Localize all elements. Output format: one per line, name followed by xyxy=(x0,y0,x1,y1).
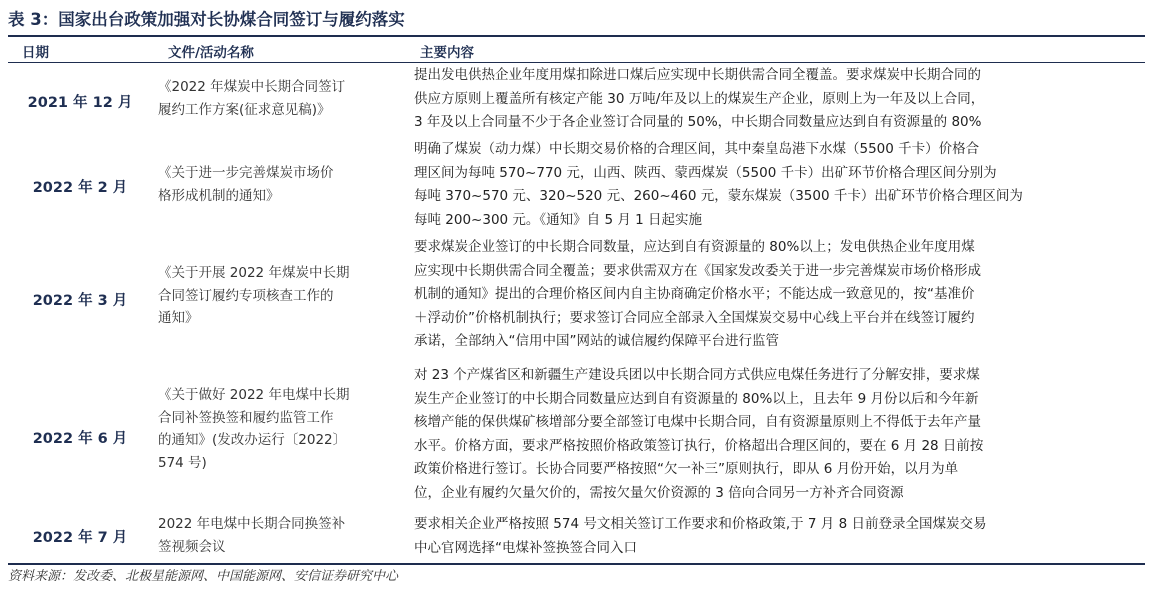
header-document: 文件/活动名称 xyxy=(168,45,254,61)
text-line: 供应方原则上覆盖所有核定产能 30 万吨/年及以上的煤炭生产企业，原则上为一年及以上合同， xyxy=(414,90,985,107)
row-date: 2022 年 6 月 xyxy=(32,431,128,447)
source-note: 资料来源：发改委、北极星能源网、中国能源网、安信证券研究中心 xyxy=(8,569,399,584)
text-line: 应实现中长期供需合同全覆盖；要求供需双方在《国家发改委关于进一步完善煤炭市场价格形成 xyxy=(414,262,981,279)
text-line: 每吨 370~570 元、320~520 元、260~460 元，蒙东煤炭（3500 千卡）出矿环节价格合理区间为 xyxy=(414,188,1023,204)
text-line: 提出发电供热企业年度用煤扣除进口煤后应实现中长期供需合同全覆盖。要求煤炭中长期合同的 xyxy=(414,67,981,83)
text-line: ＋浮动价”价格机制执行；要求签订合同应全部录入全国煤炭交易中心线上平台并在线签订履约 xyxy=(414,309,975,326)
table-row xyxy=(8,362,1145,510)
row-content xyxy=(414,64,1141,135)
table-row xyxy=(8,512,1145,562)
text-line: 水平。价格方面，要求严格按照价格政策签订执行，价格超出合理区间的，要在 6 月 28 日前按 xyxy=(414,437,984,454)
text-line: 位，企业有履约欠量欠价的，需按欠量欠价资源的 3 倍向合同另一方补齐合同资源 xyxy=(414,484,904,501)
table-row xyxy=(8,64,1145,138)
table-header xyxy=(8,37,1145,62)
text-line: 履约工作方案(征求意见稿)》 xyxy=(158,101,331,118)
text-line: 中心官网选择“电煤补签换签合同入口 xyxy=(414,539,637,556)
row-document xyxy=(158,262,404,330)
row-content xyxy=(414,236,1141,354)
row-content xyxy=(414,513,1141,560)
text-line: 要求相关企业严格按照 574 号文相关签订工作要求和价格政策,于 7 月 8 日前登录全国煤炭交易 xyxy=(414,516,987,532)
text-line: 要求煤炭企业签订的中长期合同数量，应达到自有资源量的 80%以上；发电供热企业年度用煤 xyxy=(414,239,975,255)
row-date: 2021 年 12 月 xyxy=(27,95,133,111)
text-line: 承诺，全部纳入“信用中国”网站的诚信履约保障平台进行监管 xyxy=(414,333,779,349)
table-row xyxy=(8,234,1145,360)
text-line: 机制的通知》提出的合理价格区间内自主协商确定价格水平；不能达成一致意见的，按“基准价 xyxy=(414,286,975,302)
text-line: 3 年及以上合同量不少于各企业签订合同量的 50%，中长期合同数量应达到自有资源量的 80% xyxy=(414,114,982,130)
row-document xyxy=(158,513,404,558)
row-content xyxy=(414,138,1141,232)
text-line: 明确了煤炭（动力煤）中长期交易价格的合理区间，其中秦皇岛港下水煤（5500 千卡）价格合 xyxy=(414,141,980,157)
text-line: 每吨 200~300 元。《通知》自 5 月 1 日起实施 xyxy=(414,211,703,228)
text-line: 格形成机制的通知》 xyxy=(158,187,280,204)
header-date: 日期 xyxy=(22,45,49,61)
bottom-rule xyxy=(8,563,1145,565)
table-title: 表 3：国家出台政策加强对长协煤合同签订与履约落实 xyxy=(8,10,405,29)
header-content: 主要内容 xyxy=(420,45,474,61)
text-line: 签视频会议 xyxy=(158,538,226,555)
text-line: 炭生产企业签订的中长期合同数量应达到自有资源量的 80%以上，且去年 9 月份以后和今年新 xyxy=(414,390,979,407)
text-line: 合同签订履约专项核查工作的 xyxy=(158,287,334,304)
header-rule xyxy=(8,62,1145,63)
text-line: 政策价格进行签订。长协合同要严格按照“欠一补三”原则执行，即从 6 月份开始，以月为单 xyxy=(414,461,959,477)
text-line: 《关于进一步完善煤炭市场价 xyxy=(158,165,334,181)
text-line: 《2022 年煤炭中长期合同签订 xyxy=(158,79,346,95)
text-line: 《关于开展 2022 年煤炭中长期 xyxy=(158,265,350,281)
row-content xyxy=(414,364,1141,505)
row-document xyxy=(158,384,404,474)
text-line: 核增产能的保供煤矿核增部分要全部签订电煤中长期合同，自有资源量原则上不得低于去年产量 xyxy=(414,414,981,430)
text-line: 合同补签换签和履约监管工作 xyxy=(158,409,334,426)
row-document xyxy=(158,162,404,207)
table-row xyxy=(8,138,1145,232)
text-line: 2022 年电煤中长期合同换签补 xyxy=(158,516,346,532)
row-document xyxy=(158,76,404,121)
text-line: 的通知》(发改办运行〔2022〕 xyxy=(158,432,347,448)
text-line: 《关于做好 2022 年电煤中长期 xyxy=(158,387,350,403)
text-line: 理区间为每吨 570~770 元，山西、陕西、蒙西煤炭（5500 千卡）出矿环节价格合理区间分别为 xyxy=(414,164,997,181)
text-line: 对 23 个产煤省区和新疆生产建设兵团以中长期合同方式供应电煤任务进行了分解安排，要求煤 xyxy=(414,367,980,383)
row-date: 2022 年 3 月 xyxy=(32,293,128,309)
text-line: 通知》 xyxy=(158,310,199,326)
row-date: 2022 年 7 月 xyxy=(32,530,128,546)
row-date: 2022 年 2 月 xyxy=(32,180,128,196)
text-line: 574 号) xyxy=(158,454,207,471)
